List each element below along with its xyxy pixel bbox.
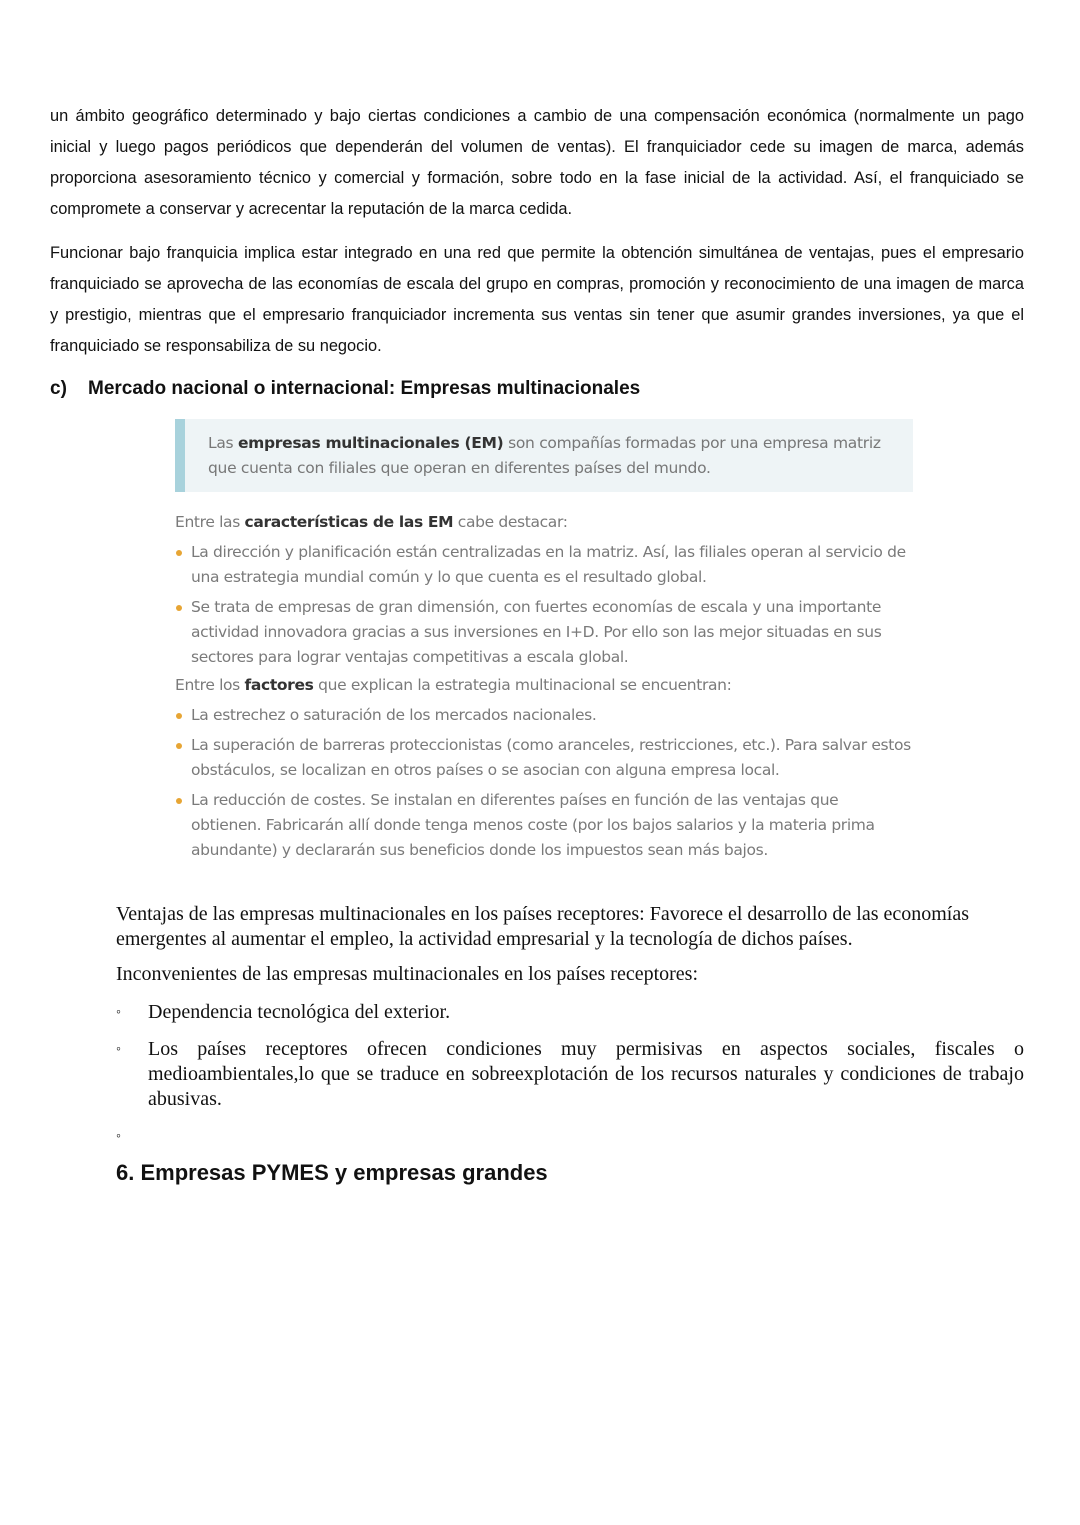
intro-prefix: Entre las — [175, 513, 245, 531]
characteristic-text: Se trata de empresas de gran dimensión, con fuertes economías de escala y una importante actividad innovadora gracias a sus inversiones en I+D. Por ello son las mejor situadas en sus sectores para lograr ventajas competitivas a escala global. — [191, 598, 882, 666]
factor-text: La estrechez o saturación de los mercados nacionales. — [191, 706, 597, 724]
intro-suffix: que explican la estrategia multinacional se encuentran: — [313, 676, 732, 694]
callout-prefix: Las — [208, 434, 238, 452]
inconveniente-item — [116, 1037, 1024, 1112]
bullet-dot-icon — [176, 550, 182, 556]
section-c-heading — [50, 378, 640, 400]
section-6-heading: 6. Empresas PYMES y empresas grandes — [116, 1160, 548, 1185]
inconveniente-item — [116, 1000, 1024, 1025]
ventajas-paragraph: Ventajas de las empresas multinacionales en los países receptores: Favorece el desarrollo de las economías emergentes al aumentar el empleo, la actividad empresarial y la tecnología de dichos países. — [116, 903, 970, 950]
intro-prefix: Entre los — [175, 676, 245, 694]
list-circle-icon: ◦ — [116, 1129, 121, 1144]
paragraph-franquicia-definition: un ámbito geográfico determinado y bajo ciertas condiciones a cambio de una compensación económica (normalmente un pago inicial y luego pagos periódicos que dependerán del volumen de ventas). El franquiciador cede su imagen de marca, además proporciona asesoramiento técnico y comercial y formación, sobre todo en la fase inicial de la actividad. Así, el franquiciado se compromete a conservar y acrecentar la reputación de la marca cedida. — [50, 107, 1024, 218]
intro-term: características de las EM — [244, 513, 454, 531]
inconveniente-text: Dependencia tecnológica del exterior. — [148, 1001, 451, 1023]
factors-intro — [175, 673, 913, 698]
characteristic-item — [175, 595, 913, 670]
callout-suffix: son compañías formadas por una empresa matriz que cuenta con filiales que operan en diferentes países del mundo. — [208, 434, 881, 477]
section-c-letter: c) — [50, 378, 67, 399]
characteristic-text: La dirección y planificación están centralizadas en la matriz. Así, las filiales operan al servicio de una estrategia mundial común y lo que cuenta es el resultado global. — [191, 543, 906, 586]
factor-text: La reducción de costes. Se instalan en diferentes países en función de las ventajas que obtienen. Fabricarán allí donde tenga menos coste (por los bajos salarios y la materia prima abundante) y declararán sus beneficios donde los impuestos sean más bajos. — [191, 791, 875, 859]
callout-term: empresas multinacionales (EM) — [237, 434, 504, 452]
list-circle-icon: ◦ — [116, 1005, 121, 1020]
paragraph-franquicia-ventajas: Funcionar bajo franquicia implica estar integrado en una red que permite la obtención simultánea de ventajas, pues el empresario franquiciado se aprovecha de las economías de escala del grupo en compras, promoción y reconocimiento de una imagen de marca y prestigio, mientras que el empresario franquiciador incrementa sus ventas sin tener que asumir grandes inversiones, ya que el franquiciado se responsabiliza de su negocio. — [50, 244, 1024, 355]
inconveniente-text: Los países receptores ofrecen condiciones muy permisivas en aspectos sociales, fiscales o medioambientales,lo que se traduce en sobreexplotación de los recursos naturales y condiciones de trabajo abusivas. — [148, 1038, 1024, 1110]
factor-text: La superación de barreras proteccionistas (como aranceles, restricciones, etc.). Para salvar estos obstáculos, se localizan en otros países o se asocian con alguna empresa local. — [191, 736, 911, 779]
bullet-dot-icon — [176, 798, 182, 804]
intro-term: factores — [244, 676, 314, 694]
bullet-dot-icon — [176, 713, 182, 719]
bullet-dot-icon — [176, 605, 182, 611]
factor-item — [175, 703, 913, 728]
factor-item — [175, 733, 913, 783]
characteristic-item — [175, 540, 913, 590]
inconvenientes-intro: Inconvenientes de las empresas multinacionales en los países receptores: — [116, 963, 699, 985]
definition-callout — [175, 419, 913, 492]
textbook-excerpt-image — [175, 419, 913, 863]
intro-suffix: cabe destacar: — [453, 513, 568, 531]
bullet-dot-icon — [176, 743, 182, 749]
list-circle-icon: ◦ — [116, 1042, 121, 1057]
section-c-title: Mercado nacional o internacional: Empresas multinacionales — [88, 378, 641, 399]
characteristics-intro — [175, 510, 913, 535]
factor-item — [175, 788, 913, 863]
